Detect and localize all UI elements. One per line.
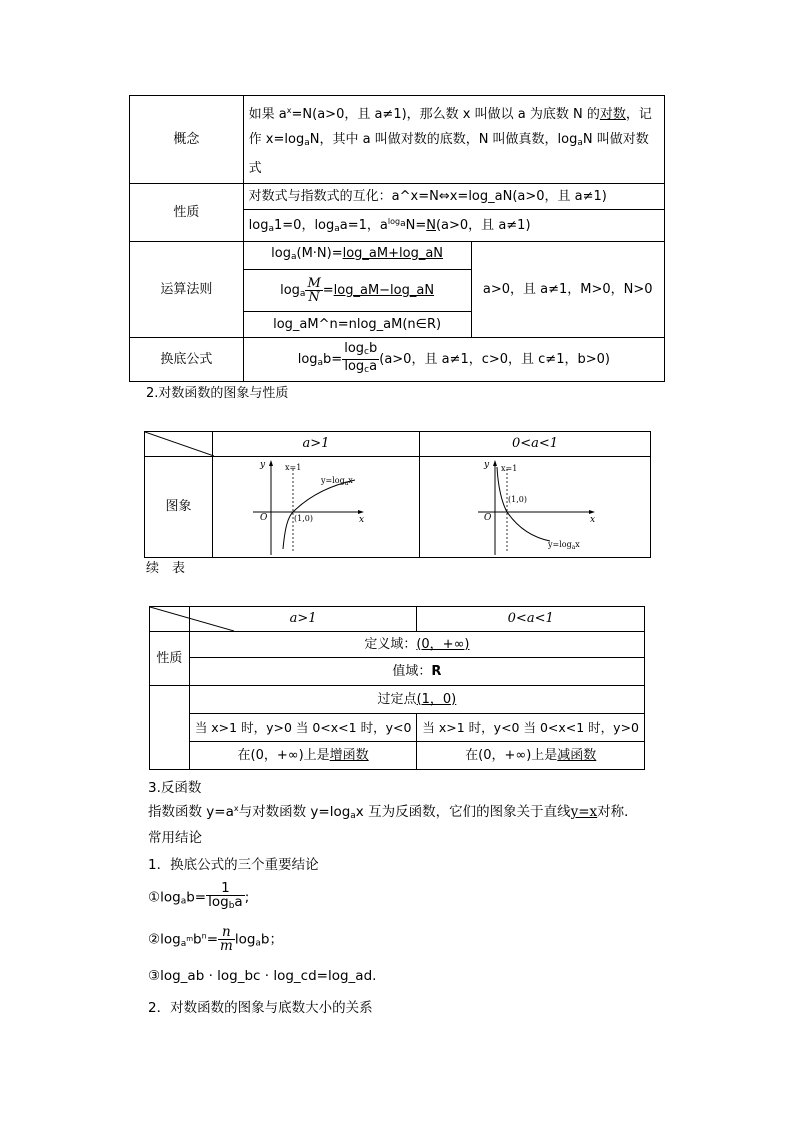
domain-cell: 定义域：(0，+∞)	[189, 632, 644, 658]
conclusion-formula-1: $①\log_ab=$ $\frac{1}{\log_ba}$ ;	[148, 880, 250, 911]
underlined-term: 对数	[599, 107, 626, 122]
sign-cell-2: 当 x>1 时，y<0 当 0<x<1 时，y>0	[417, 714, 645, 742]
diagonal-header-cell	[150, 607, 190, 632]
point-label: (1,0)	[294, 514, 313, 523]
curve-label: $y=\log_ax$	[548, 540, 580, 551]
conclusion-1-title: 1．换底公式的三个重要结论	[148, 857, 319, 873]
property-row-1: 对数式与指数式的互化：a^x=N⇔x=log_aN(a>0，且 a≠1)	[243, 184, 664, 210]
graph-a-gt-1	[213, 457, 420, 558]
conclusion-formula-3: ③log_ab · log_bc · log_cd=log_ad.	[148, 968, 377, 984]
section-2-title: 2.对数函数的图象与性质	[146, 386, 289, 401]
point-label: (1,0)	[508, 495, 527, 504]
log-definition-table	[129, 95, 665, 382]
col-a-gt-1: a>1	[189, 607, 417, 632]
diagonal-header-cell	[145, 432, 213, 457]
concept-cell: 如果 $a^x=N(a>0$，且 a≠1)，那么数 x 叫做以 a 为底数 N 的对数，记作 $x=\log_aN$，其中 a 叫做对数的底数，N 叫做真数，$\log_aN$ 叫做对数式	[243, 96, 664, 184]
graph-table	[144, 431, 651, 558]
curve-label: $y=\log_ax$	[321, 476, 353, 487]
sign-cell-1: 当 x>1 时，y>0 当 0<x<1 时，y<0	[189, 714, 417, 742]
ops-rule-1: $\log_a(M\cdot N)=\log\_aM+\log\_aN$	[243, 242, 471, 270]
ops-condition: a>0，且 a≠1，M>0，N>0	[471, 242, 665, 338]
graph-0-lt-a-lt-1	[420, 457, 651, 558]
monotonic-cell-2: 在(0，+∞)上是减函数	[417, 742, 645, 770]
col-a-gt-1: a>1	[213, 432, 420, 457]
inverse-function-text: 指数函数 $y=a^x$与对数函数 $y=\log_ax$ 互为反函数，它们的图象关于直线y=x对称．	[148, 804, 638, 821]
y-axis-label: y	[484, 460, 490, 470]
property-label: 性质	[150, 632, 190, 686]
property-row-2: $\log_a1=0$，$\log_aa=1$，$a^{log_a}N=N(a>0$，且 a≠1)	[243, 210, 664, 242]
change-base-formula: $\log_ab=$ $\frac{\log_cb}{\log_ca}$ (a>0，且 a≠1，c>0，且 c≠1，b>0)	[243, 338, 664, 382]
empty-label	[150, 686, 190, 770]
log-graph-increasing	[213, 457, 419, 557]
ops-rule-3: log_aM^n=nlog_aM(n∈R)	[243, 312, 471, 338]
conclusion-2-title: 2．对数函数的图象与底数大小的关系	[148, 1000, 373, 1016]
y-axis-label: y	[260, 460, 266, 470]
log-graph-decreasing	[420, 457, 650, 557]
diagonal-line	[145, 432, 214, 456]
common-conclusions-title: 常用结论	[148, 830, 202, 846]
origin-label: O	[260, 513, 268, 523]
property-label: 性质	[130, 184, 244, 242]
vline-label: x=1	[501, 464, 518, 473]
monotonic-cell-1: 在(0，+∞)上是增函数	[189, 742, 417, 770]
fixed-point-cell: 过定点(1，0)	[189, 686, 644, 714]
ops-label: 运算法则	[130, 242, 244, 338]
properties-table	[149, 606, 645, 770]
diagonal-line	[150, 607, 234, 631]
conclusion-formula-2: $②\log_{a^m}b^n=$ $\frac{n}{m}$ $\log_ab$；	[148, 924, 283, 954]
graph-row-label: 图象	[145, 457, 213, 558]
ops-rule-2: $\log_a$ $\frac{M}{N}$ =log_aM−log_aN	[243, 270, 471, 312]
range-cell: 值域：R	[189, 658, 644, 686]
concept-label: 概念	[130, 96, 244, 184]
vline-label: x=1	[285, 463, 302, 472]
x-axis-label: x	[359, 515, 365, 525]
col-0-lt-a-lt-1: 0<a<1	[417, 607, 645, 632]
change-base-label: 换底公式	[130, 338, 244, 382]
section-3-title: 3.反函数	[148, 780, 202, 796]
x-axis-label: x	[590, 515, 596, 525]
col-0-lt-a-lt-1: 0<a<1	[420, 432, 651, 457]
origin-label: O	[484, 513, 492, 523]
continued-label: 续 表	[146, 561, 186, 576]
